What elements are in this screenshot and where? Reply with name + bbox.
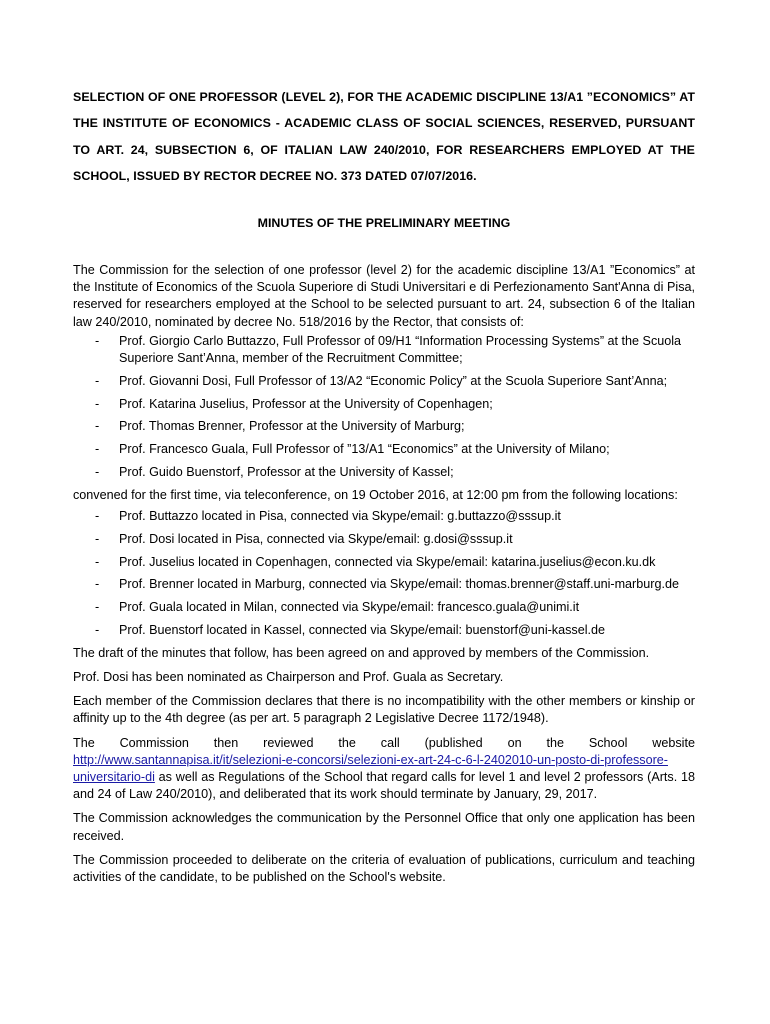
locations-list (73, 508, 695, 639)
location-text: Prof. Juselius located in Copenhagen, connected via Skype/email: katarina.juselius@econ.ku.dk (119, 554, 656, 569)
call-link[interactable]: http://www.santannapisa.it/it/selezioni-e-concorsi/selezioni-ex-art-24-c-6-l-2402010-un-posto-di-professore-universitario-di (73, 752, 668, 784)
location-text: Prof. Guala located in Milan, connected via Skype/email: francesco.guala@unimi.it (119, 600, 580, 615)
review-first-line: The Commission then reviewed the call (published on the School website (73, 735, 695, 750)
member-text: Prof. Thomas Brenner, Professor at the University of Marburg; (119, 419, 465, 434)
list-item: - Prof. Thomas Brenner, Professor at the University of Marburg; (95, 419, 465, 434)
list-item: - Prof. Juselius located in Copenhagen, connected via Skype/email: katarina.juselius@econ.ku.dk (95, 554, 656, 569)
compatibility-paragraph: Each member of the Commission declares that there is no incompatibility with the other members or kinship or affinity up to the 4th degree (as per art. 5 paragraph 2 Legislative Decree 1172/1948). (73, 694, 695, 726)
location-text: Prof. Buenstorf located in Kassel, connected via Skype/email: buenstorf@uni-kassel.de (119, 622, 606, 637)
location-text: Prof. Brenner located in Marburg, connected via Skype/email: thomas.brenner@staff.uni-marburg.de (119, 577, 679, 592)
draft-paragraph: The draft of the minutes that follow, has been agreed on and approved by members of the Commission. (73, 645, 650, 660)
member-text: Prof. Giorgio Carlo Buttazzo, Full Professor of 09/H1 “Information Processing Systems” at the Scuola Superiore Sant’Anna, member of the Recruitment Committee; (119, 333, 682, 366)
commission-members-list (73, 333, 695, 481)
list-item: - Prof. Brenner located in Marburg, connected via Skype/email: thomas.brenner@staff.uni-marburg.de (95, 577, 679, 592)
convened-paragraph: convened for the first time, via teleconference, on 19 October 2016, at 12:00 pm from the following locations: (73, 487, 678, 502)
document-body (73, 262, 695, 893)
member-text: Prof. Guido Buenstorf, Professor at the University of Kassel; (119, 465, 454, 479)
member-text: Prof. Katarina Juselius, Professor at the University of Copenhagen; (119, 396, 493, 411)
list-item: - Prof. Buttazzo located in Pisa, connected via Skype/email: g.buttazzo@sssup.it (95, 509, 561, 523)
acknowledgement-paragraph: The Commission acknowledges the communication by the Personnel Office that only one application has been received. (73, 811, 695, 843)
member-text: Prof. Giovanni Dosi, Full Professor of 13/A2 “Economic Policy” at the Scuola Superiore Sant’Anna; (119, 373, 668, 388)
minutes-heading: MINUTES OF THE PRELIMINARY MEETING (257, 216, 511, 230)
list-item: - Prof. Giorgio Carlo Buttazzo, Full Professor of 09/H1 “Information Processing Systems” at the Scuola Superiore Sant’Anna, member of the Recruitment Committee; (95, 333, 682, 366)
list-item: - Prof. Guido Buenstorf, Professor at the University of Kassel; (95, 465, 454, 479)
list-item: - Prof. Giovanni Dosi, Full Professor of 13/A2 “Economic Policy” at the Scuola Superiore Sant’Anna; (95, 373, 668, 388)
location-text: Prof. Dosi located in Pisa, connected via Skype/email: g.dosi@sssup.it (119, 531, 513, 546)
list-item: - Prof. Buenstorf located in Kassel, connected via Skype/email: buenstorf@uni-kassel.de (95, 622, 606, 637)
document-title: SELECTION OF ONE PROFESSOR (LEVEL 2), FOR THE ACADEMIC DISCIPLINE 13/A1 ”ECONOMICS” AT THE INSTITUTE OF ECONOMICS - ACADEMIC CLASS OF SOCIAL SCIENCES, RESERVED, PURSUANT TO ART. 24, SUBSECTION 6, OF ITALIAN LAW 240/2010, FOR RESEARCHERS EMPLOYED AT THE SCHOOL, ISSUED BY RECTOR DECREE NO. 373 DATED 07/07/2016. (73, 90, 695, 184)
criteria-paragraph: The Commission proceeded to deliberate on the criteria of evaluation of publications, curriculum and teaching activities of the candidate, to be published on the School's website. (73, 852, 695, 885)
location-text: Prof. Buttazzo located in Pisa, connected via Skype/email: g.buttazzo@sssup.it (119, 509, 561, 523)
list-item: - Prof. Guala located in Milan, connected via Skype/email: francesco.guala@unimi.it (95, 600, 580, 615)
list-item: - Prof. Katarina Juselius, Professor at the University of Copenhagen; (95, 396, 493, 411)
list-item: - Prof. Dosi located in Pisa, connected via Skype/email: g.dosi@sssup.it (95, 531, 513, 546)
review-rest: as well as Regulations of the School that regard calls for level 1 and level 2 professors (Arts. 18 and 24 of Law 240/2010), and deliberated that its work should terminate by January, 29, 2017. (73, 770, 695, 802)
member-text: Prof. Francesco Guala, Full Professor of ”13/A1 “Economics” at the University of Milano; (119, 442, 610, 457)
intro-paragraph: The Commission for the selection of one professor (level 2) for the academic discipline 13/A1 ”Economics” at the Institute of Economics of the Scuola Superiore di Studi Universitari e di Perfezionamento Sant'Anna di Pisa, reserved for researchers employed at the School to be selected pursuant to art. 24, subsection 6 of the Italian law 240/2010, nominated by decree No. 518/2016 by the Rector, that consists of: (73, 263, 695, 329)
list-item: - Prof. Francesco Guala, Full Professor of ”13/A1 “Economics” at the University of Milano; (95, 442, 610, 457)
chair-paragraph: Prof. Dosi has been nominated as Chairperson and Prof. Guala as Secretary. (73, 669, 504, 684)
review-paragraph (73, 735, 695, 804)
